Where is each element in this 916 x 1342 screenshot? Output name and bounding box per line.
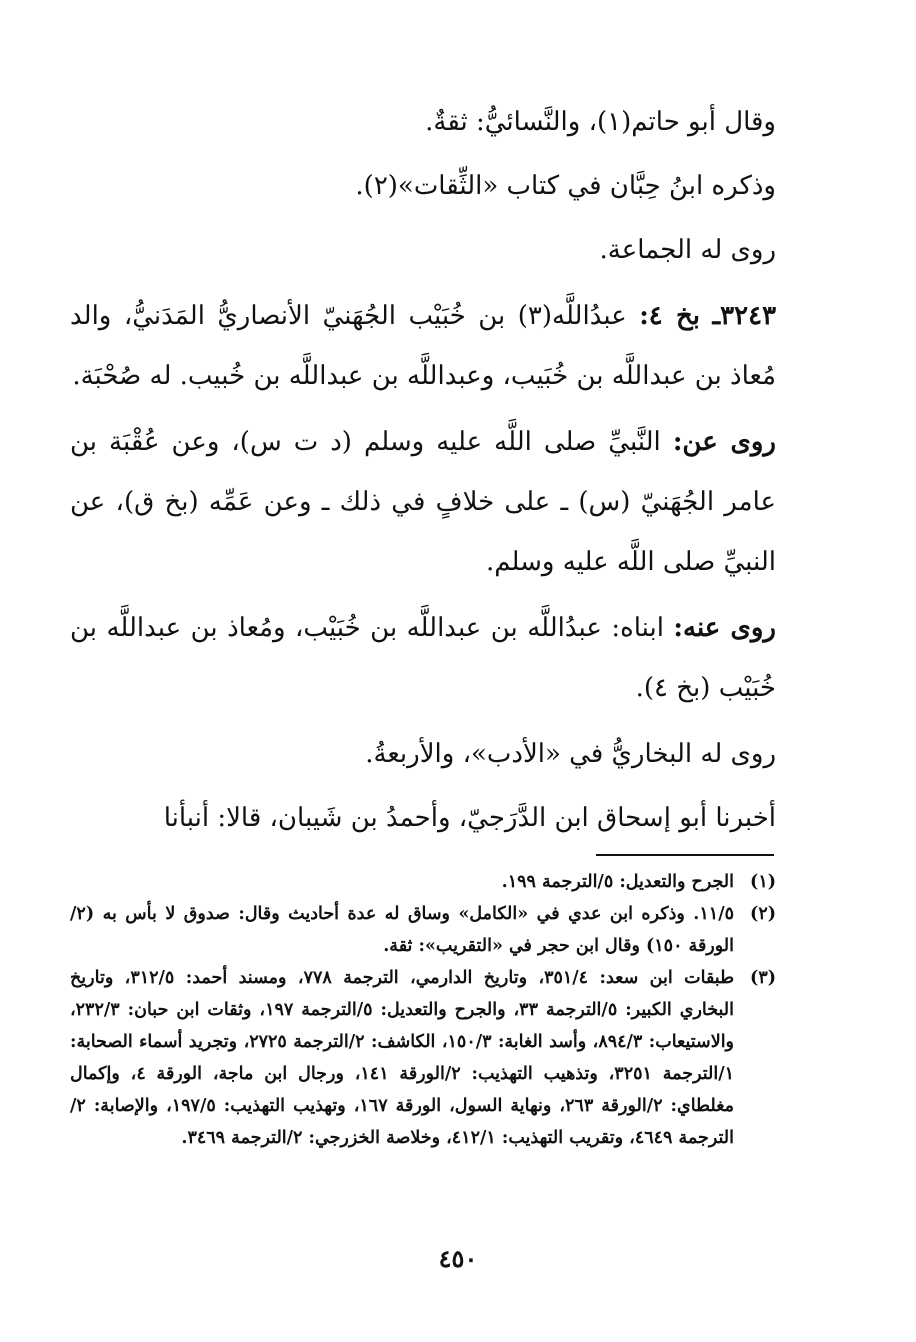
- footnote-text: ١١/٥. وذكره ابن عدي في «الكامل» وساق له عدة أحاديث وقال: صدوق لا بأس به (٢/الورقة ١٥٠) وقال ابن حجر في «التقريب»: ثقة.: [70, 904, 734, 956]
- footnote: [70, 866, 776, 898]
- paragraph-akhbarana: أخبرنا أبو إسحاق ابن الدَّرَجيّ، وأحمدُ بن شَيبان، قالا: أنبأنا: [163, 803, 776, 833]
- narrated-from: [70, 412, 776, 592]
- main-text: [70, 92, 776, 852]
- entry-text: عبدُاللَّه(٣) بن خُبَيْب الجُهَنيّ الأنصاريُّ المَدَنيُّ، والد مُعاذ بن عبداللَّه بن خُبَيب، وعبداللَّه بن عبداللَّه بن خُبيب. له صُحْبَة.: [70, 301, 776, 391]
- footnotes: [70, 866, 776, 1154]
- footnote-separator: [596, 854, 774, 856]
- paragraph-rawa-lahu: روى له الجماعة.: [599, 235, 776, 265]
- entry-code: بخ ٤:: [639, 301, 701, 331]
- narrated-from-text: النَّبيِّ صلى اللَّه عليه وسلم (د ت س)، وعن عُقْبَة بن عامر الجُهَنيّ (س) ـ على خلافٍ في ذلك ـ وعن عَمِّه (بخ ق)، عن النبيِّ صلى اللَّه عليه وسلم.: [70, 427, 776, 577]
- narrated-by-text: ابناه: عبدُاللَّه بن عبداللَّه بن خُبَيْب، ومُعاذ بن عبداللَّه بن خُبَيْب (بخ ٤).: [70, 613, 776, 703]
- paragraph-ibn-hibban: وذكره ابنُ حِبَّان في كتاب «الثِّقات»(٢).: [355, 171, 776, 201]
- narrated-from-label: روى عن:: [672, 427, 776, 457]
- paragraph-abu-hatim: وقال أبو حاتم(١)، والنَّسائيُّ: ثقةٌ.: [425, 107, 776, 137]
- biography-entry: [70, 286, 776, 406]
- footnote: [70, 962, 776, 1154]
- footnote-number: (٢): [750, 904, 776, 924]
- narrated-by-label: روى عنه:: [673, 613, 776, 643]
- paragraph-bukhari: روى له البخاريُّ في «الأدب»، والأربعةُ.: [365, 739, 776, 769]
- entry-number: ٣٢٤٣ـ: [712, 301, 777, 331]
- footnote-number: (١): [750, 872, 776, 892]
- footnote: [70, 898, 776, 962]
- narrated-by: [70, 598, 776, 718]
- footnote-text: الجرح والتعديل: ٥/الترجمة ١٩٩.: [501, 872, 734, 892]
- footnote-text: طبقات ابن سعد: ٣٥١/٤، وتاريخ الدارمي، الترجمة ٧٧٨، ومسند أحمد: ٣١٢/٥، وتاريخ البخاري الكبير: ٥/الترجمة ٣٣، والجرح والتعديل: ٥/الترجمة ١٩٧، وثقات ابن حبان: ٢٣٢/٣، والاستيعاب: ٨٩٤/٣، وأسد الغابة: ١٥٠/٣، الكاشف: ٢/الترجمة ٢٧٢٥، وتجريد أسماء الصحابة: ١/الترجمة ٣٢٥١، وتذهيب التهذيب: ٢/الورقة ١٤١، ورجال ابن ماجة، الورقة ٤، وإكمال مغلطاي: ٢/الورقة ٢٦٣، ونهاية السول، الورقة ١٦٧، وتهذيب التهذيب: ١٩٧/٥، والإصابة: ٢/الترجمة ٤٦٤٩، وتقريب التهذيب: ٤١٢/١، وخلاصة الخزرجي: ٢/الترجمة ٣٤٦٩.: [70, 968, 735, 1148]
- footnote-number: (٣): [750, 968, 776, 988]
- page-number: ٤٥٠: [438, 1244, 478, 1273]
